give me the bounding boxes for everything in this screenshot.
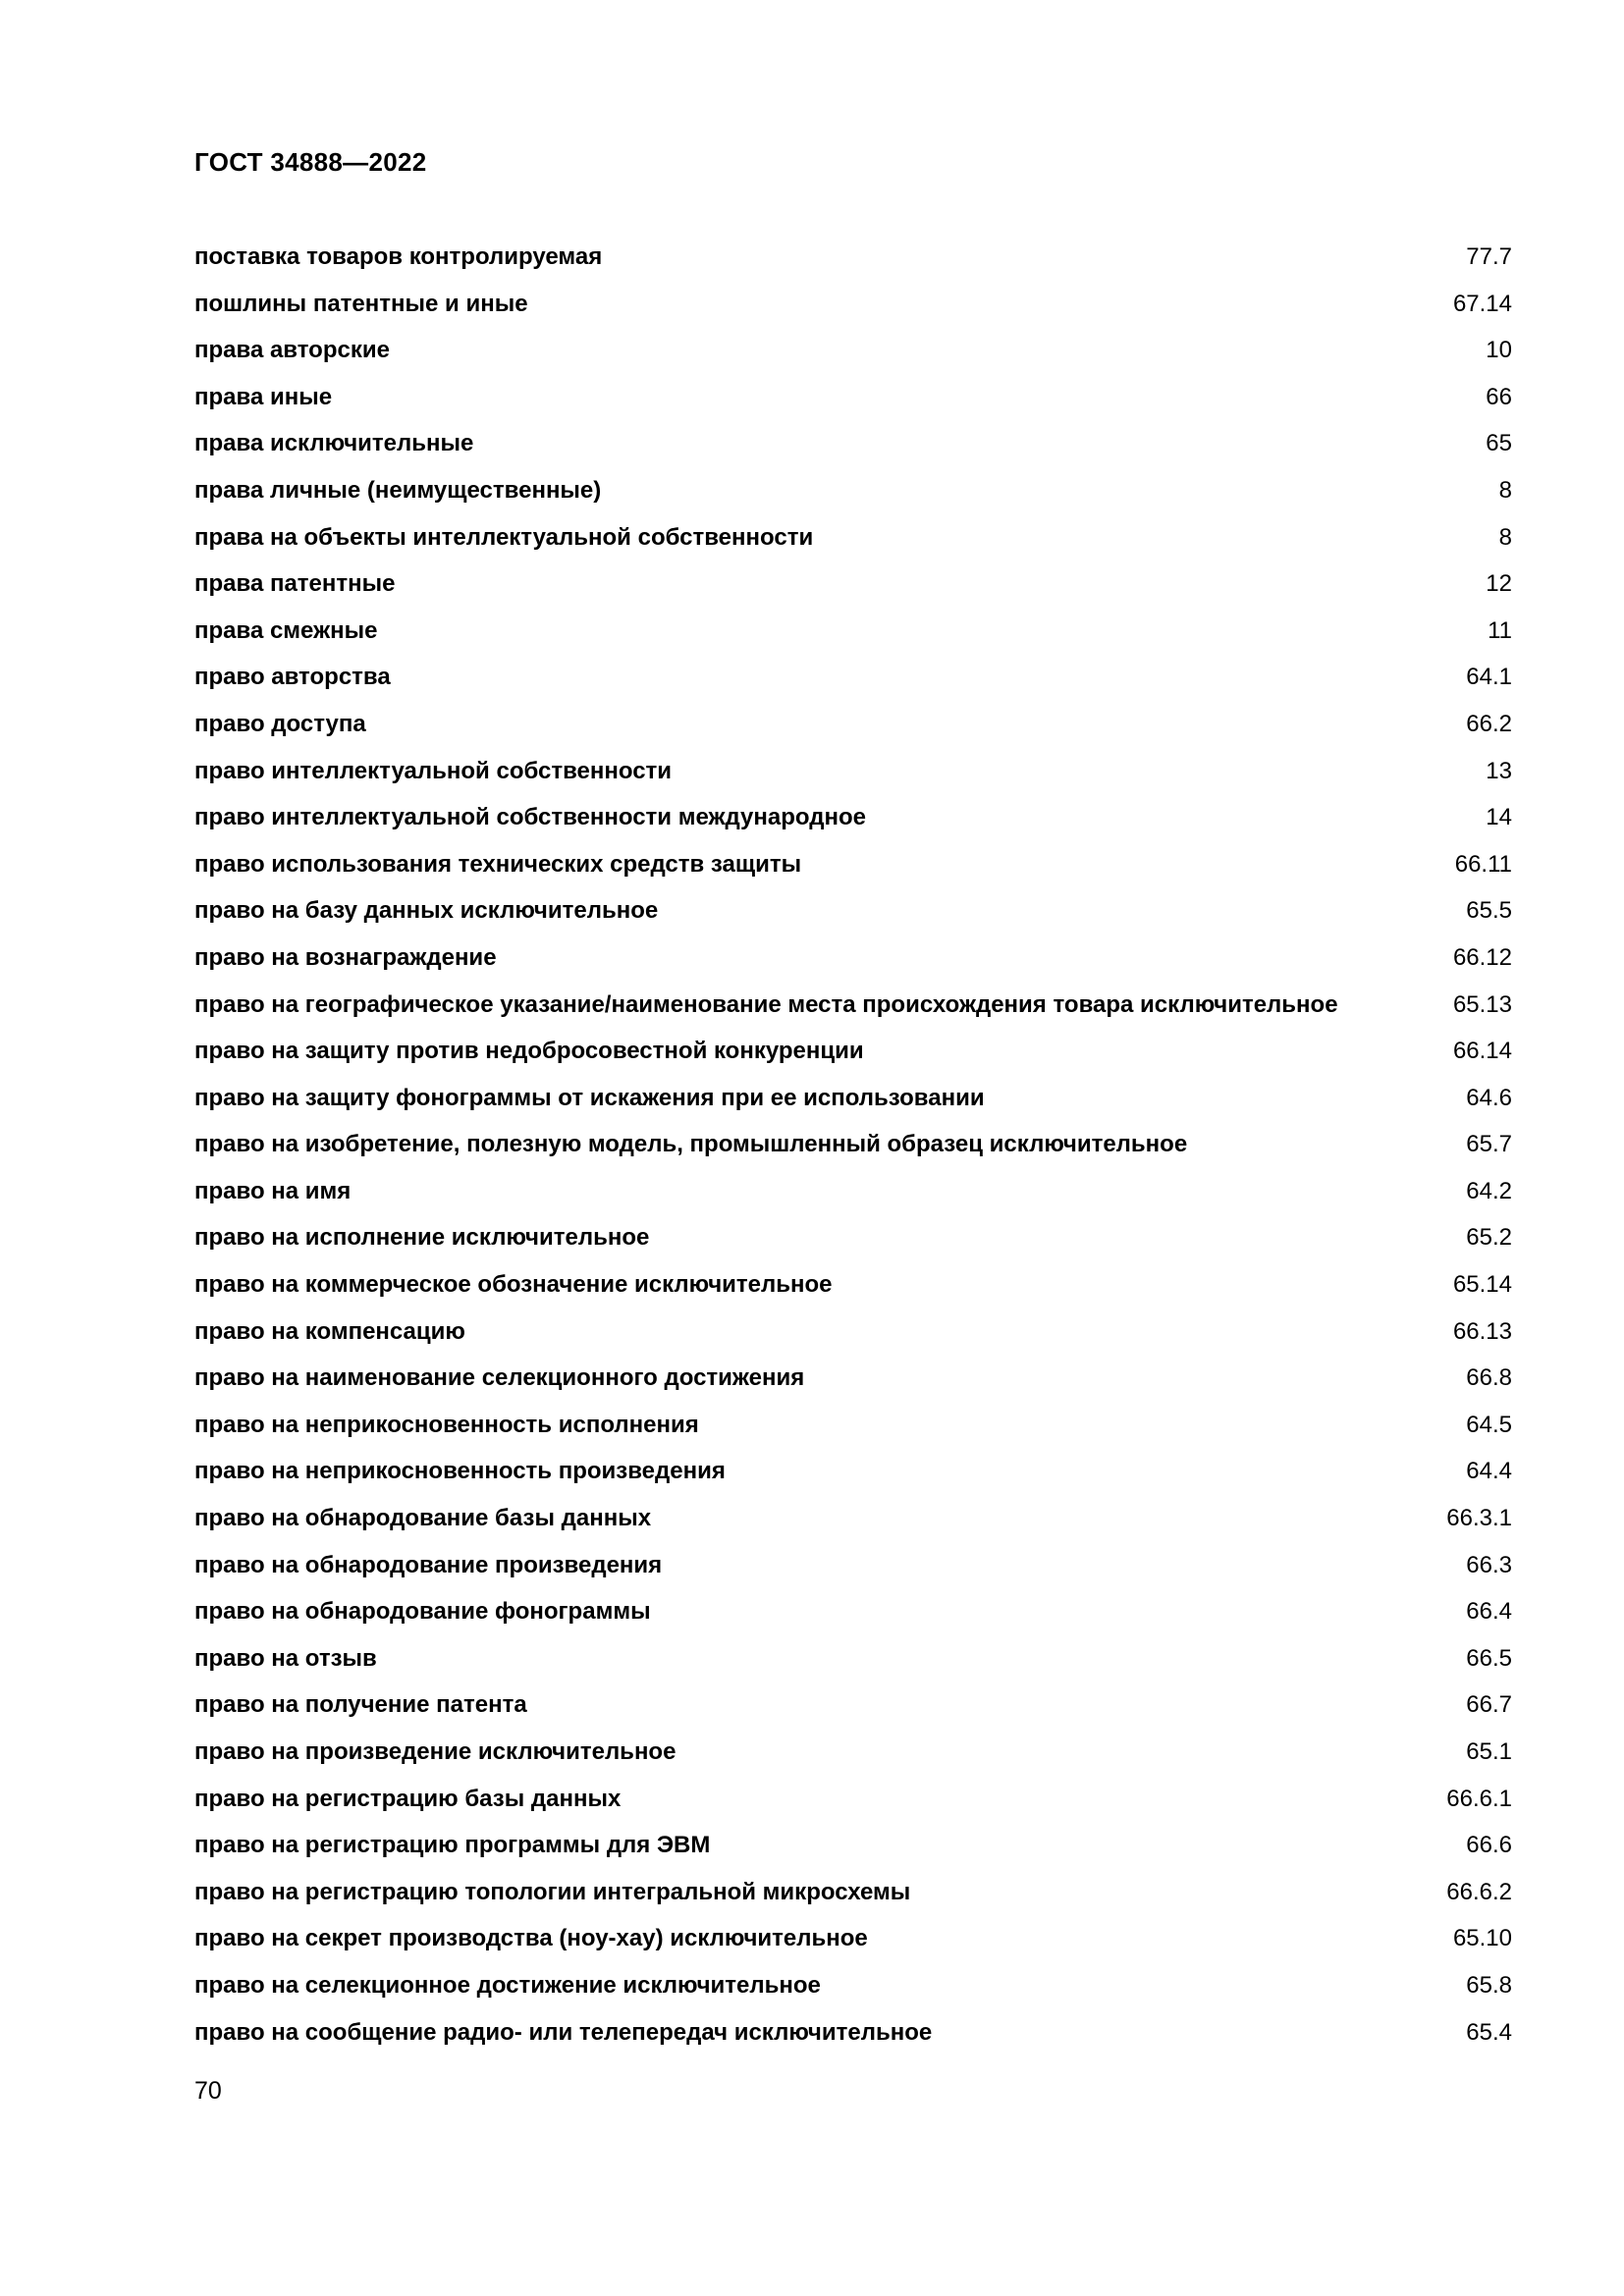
index-entry <box>194 1028 1512 1075</box>
index-reference: 8 <box>1498 476 1512 504</box>
index-reference: 10 <box>1486 337 1512 364</box>
index-reference: 64.2 <box>1466 1177 1512 1204</box>
index-term: право на сообщение радио- или телепередач исключительное <box>194 2018 933 2046</box>
index-reference: 65.1 <box>1466 1738 1512 1765</box>
index-reference: 65.5 <box>1466 897 1512 925</box>
index-reference: 66.2 <box>1466 710 1512 737</box>
index-reference: 66.6.2 <box>1446 1878 1512 1905</box>
index-entry <box>194 374 1512 421</box>
index-term: право на защиту фонограммы от искажения при ее использовании <box>194 1084 985 1111</box>
index-entry <box>194 794 1512 841</box>
index-term: право авторства <box>194 664 391 691</box>
index-entry <box>194 1075 1512 1122</box>
index-reference: 65.7 <box>1466 1131 1512 1158</box>
index-term: право на географическое указание/наименование места происхождения товара исключительное <box>194 990 1338 1018</box>
index-reference: 66.7 <box>1466 1691 1512 1719</box>
index-term: права на объекты интеллектуальной собственности <box>194 523 814 551</box>
index-reference: 66.8 <box>1466 1364 1512 1392</box>
index-reference: 12 <box>1486 570 1512 598</box>
index-term: права авторские <box>194 337 390 364</box>
index-reference: 66.3.1 <box>1446 1505 1512 1532</box>
index-entry <box>194 841 1512 888</box>
index-term: право на селекционное достижение исключительное <box>194 1971 821 1999</box>
index-entry <box>194 1214 1512 1261</box>
index-entry <box>194 234 1512 281</box>
document-header: ГОСТ 34888—2022 <box>194 147 427 177</box>
index-entry <box>194 1495 1512 1542</box>
index-reference: 64.6 <box>1466 1084 1512 1111</box>
index-term: право на вознаграждение <box>194 943 497 971</box>
index-term: права личные (неимущественные) <box>194 476 602 504</box>
index-term: права иные <box>194 383 333 410</box>
index-entry <box>194 654 1512 701</box>
index-entry <box>194 748 1512 795</box>
index-entry <box>194 1588 1512 1635</box>
index-reference: 8 <box>1498 523 1512 551</box>
index-reference: 65.10 <box>1452 1925 1512 1952</box>
index-reference: 66.4 <box>1466 1598 1512 1626</box>
index-term: право на неприкосновенность исполнения <box>194 1411 699 1438</box>
index-entry <box>194 1355 1512 1402</box>
index-reference: 64.1 <box>1466 664 1512 691</box>
index-entry <box>194 1962 1512 2009</box>
index-reference: 65.4 <box>1466 2018 1512 2046</box>
index-entry <box>194 1635 1512 1682</box>
index-reference: 65.2 <box>1466 1224 1512 1252</box>
index-reference: 66 <box>1486 383 1512 410</box>
index-term: пошлины патентные и иные <box>194 290 528 317</box>
index-reference: 13 <box>1486 757 1512 784</box>
index-reference: 66.6 <box>1466 1832 1512 1859</box>
index-term: право на получение патента <box>194 1691 527 1719</box>
index-reference: 66.5 <box>1466 1644 1512 1672</box>
index-entry <box>194 1308 1512 1356</box>
index-term: право на отзыв <box>194 1644 377 1672</box>
index-entry <box>194 281 1512 328</box>
index-term: право на изобретение, полезную модель, промышленный образец исключительное <box>194 1131 1188 1158</box>
index-reference: 65.14 <box>1452 1271 1512 1299</box>
index-term: права исключительные <box>194 430 474 457</box>
index-term: право на коммерческое обозначение исключительное <box>194 1271 833 1299</box>
index-reference: 66.3 <box>1466 1551 1512 1578</box>
index-entry <box>194 1869 1512 1916</box>
index-term: право на защиту против недобросовестной конкуренции <box>194 1038 864 1065</box>
index-term: право на обнародование фонограммы <box>194 1598 651 1626</box>
index-entry <box>194 608 1512 655</box>
index-entry <box>194 2009 1512 2056</box>
index-reference: 65 <box>1486 430 1512 457</box>
page-number: 70 <box>194 2077 222 2105</box>
index-entry <box>194 420 1512 467</box>
index-reference: 65.13 <box>1452 990 1512 1018</box>
index-term: право на регистрацию программы для ЭВМ <box>194 1832 711 1859</box>
index-term: право на неприкосновенность произведения <box>194 1458 726 1485</box>
index-entry <box>194 561 1512 608</box>
index-reference: 66.14 <box>1452 1038 1512 1065</box>
index-term: право на компенсацию <box>194 1317 465 1345</box>
index-reference: 66.6.1 <box>1446 1785 1512 1812</box>
index-term: право доступа <box>194 710 366 737</box>
index-reference: 11 <box>1488 616 1512 644</box>
index-entry <box>194 982 1512 1029</box>
index-term: право на произведение исключительное <box>194 1738 677 1765</box>
index-term: право интеллектуальной собственности международное <box>194 804 866 831</box>
index-reference: 64.5 <box>1466 1411 1512 1438</box>
index-term: право использования технических средств защиты <box>194 850 802 878</box>
index-term: право на базу данных исключительное <box>194 897 659 925</box>
index-reference: 67.14 <box>1452 290 1512 317</box>
index-entry <box>194 1915 1512 1962</box>
index-term: поставка товаров контролируемая <box>194 243 603 270</box>
index-term: право на регистрацию топологии интегральной микросхемы <box>194 1878 911 1905</box>
index-term: право на секрет производства (ноу-хау) исключительное <box>194 1925 868 1952</box>
index-entry <box>194 1121 1512 1168</box>
index-entry <box>194 1776 1512 1823</box>
index-entry <box>194 1261 1512 1308</box>
index-reference: 64.4 <box>1466 1458 1512 1485</box>
index-term: право на обнародование базы данных <box>194 1505 652 1532</box>
index-term: права патентные <box>194 570 396 598</box>
index-reference: 66.13 <box>1452 1317 1512 1345</box>
alphabetical-index <box>194 234 1512 2056</box>
index-entry <box>194 1729 1512 1776</box>
index-term: право на наименование селекционного достижения <box>194 1364 805 1392</box>
index-term: право интеллектуальной собственности <box>194 757 673 784</box>
index-term: право на регистрацию базы данных <box>194 1785 622 1812</box>
index-entry <box>194 1682 1512 1729</box>
index-entry <box>194 1168 1512 1215</box>
index-term: право на имя <box>194 1177 352 1204</box>
index-entry <box>194 701 1512 748</box>
index-reference: 14 <box>1486 804 1512 831</box>
index-entry <box>194 467 1512 514</box>
index-term: права смежные <box>194 616 378 644</box>
index-reference: 66.12 <box>1452 943 1512 971</box>
index-term: право на обнародование произведения <box>194 1551 663 1578</box>
index-entry <box>194 934 1512 982</box>
index-entry <box>194 327 1512 374</box>
index-entry <box>194 1822 1512 1869</box>
index-reference: 77.7 <box>1466 243 1512 270</box>
index-term: право на исполнение исключительное <box>194 1224 650 1252</box>
index-reference: 66.11 <box>1454 850 1512 878</box>
index-entry <box>194 887 1512 934</box>
index-entry <box>194 514 1512 561</box>
index-reference: 65.8 <box>1466 1971 1512 1999</box>
index-entry <box>194 1542 1512 1589</box>
index-entry <box>194 1448 1512 1495</box>
index-entry <box>194 1402 1512 1449</box>
